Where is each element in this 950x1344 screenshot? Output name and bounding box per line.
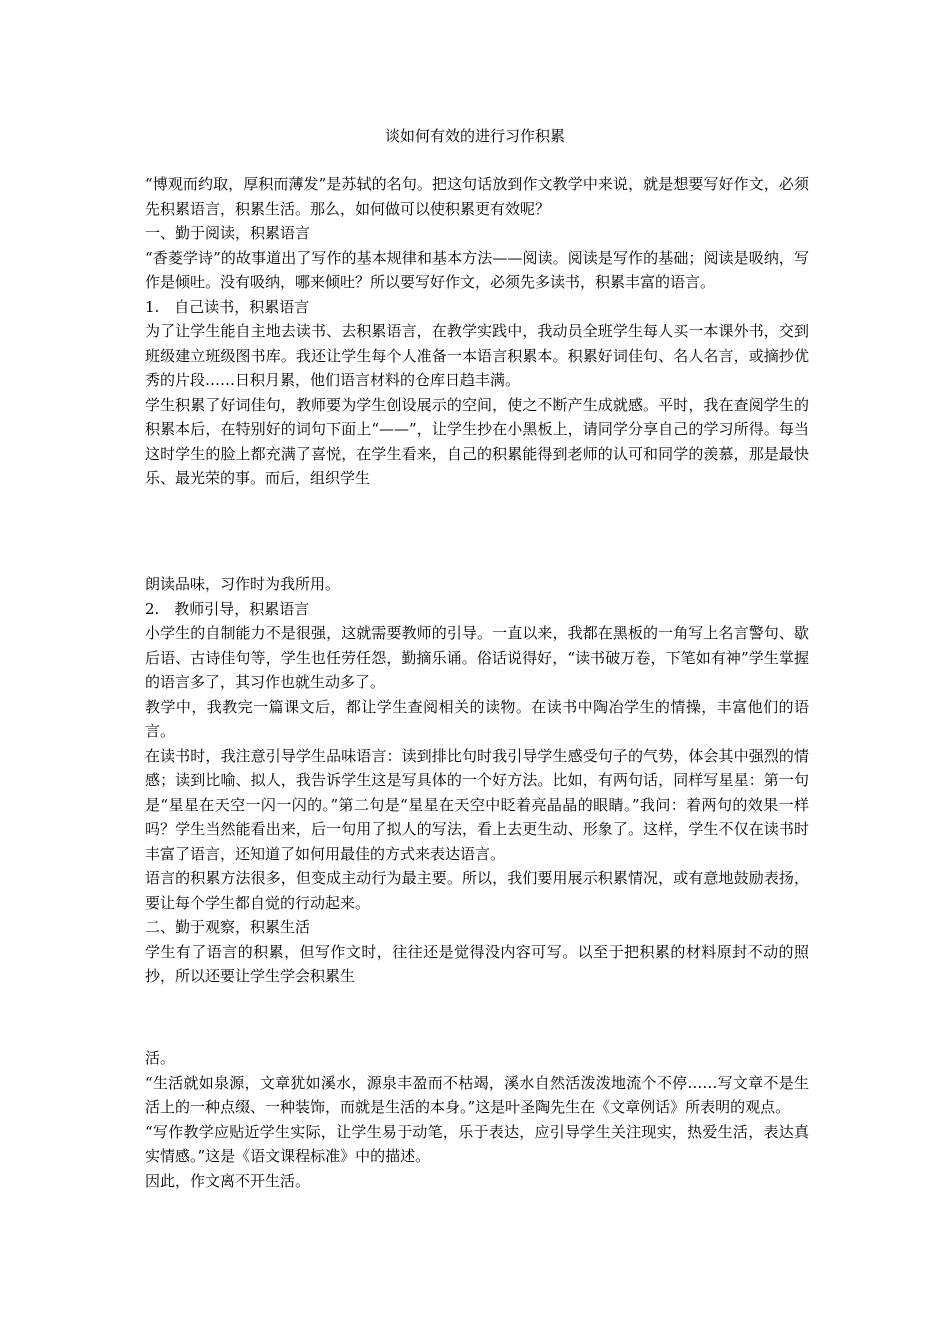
page-title: 谈如何有效的进行习作积累 xyxy=(384,127,565,145)
subsection-heading: 2. 教师引导，积累语言 xyxy=(145,599,310,618)
paragraph: 活。 xyxy=(145,1049,176,1067)
section-heading: 一、勤于阅读，积累语言 xyxy=(145,224,311,242)
subsection-heading: 1. 自己读书，积累语言 xyxy=(145,297,310,316)
paragraph: 学生积累了好词佳句，教师要为学生创设展示的空间，使之不断产生成就感。平时，我在查阅学生的积累本后，在特别好的词句下面上“——”，让学生抄在小黑板上，请同学分享自己的学习所得。每当这时学生的脸上都充满了喜悦，在学生看来，自己的积累能得到老师的认可和同学的羡慕，那是最快乐、最光荣的事。而后，组织学生 xyxy=(145,395,809,487)
text-block-2 xyxy=(145,572,809,989)
paragraph: 语言的积累方法很多，但变成主动行为最主要。所以，我们要用展示积累情况，或有意地鼓励表扬，要让每个学生都自觉的行动起来。 xyxy=(145,869,809,912)
paragraph: 教学中，我教完一篇课文后，都让学生查阅相关的读物。在读书中陶冶学生的情操，丰富他们的语言。 xyxy=(145,697,809,740)
text-block-1 xyxy=(145,172,809,491)
text-block-3 xyxy=(145,1046,809,1193)
paragraph: 因此，作文离不开生活。 xyxy=(145,1171,311,1190)
paragraph: “生活就如泉源，文章犹如溪水，源泉丰盈而不枯竭，溪水自然活泼泼地流个不停……写文章不是生活上的一种点缀、一种装饰，而就是生活的本身。”这是叶圣陶先生在《文章例话》所表明的观点。 xyxy=(145,1073,809,1116)
paragraph: 学生有了语言的积累，但写作文时，往往还是觉得没内容可写。以至于把积累的材料原封不动的照抄，所以还要让学生学会积累生 xyxy=(145,942,809,985)
paragraph: 朗读品味，习作时为我所用。 xyxy=(145,575,341,593)
paragraph: “博观而约取，厚积而薄发”是苏轼的名句。把这句话放到作文教学中来说，就是想要写好作文，必须先积累语言，积累生活。那么，如何做可以使积累更有效呢？ xyxy=(145,175,809,218)
paragraph: 小学生的自制能力不是很强，这就需要教师的引导。一直以来，我都在黑板的一角写上名言警句、歇后语、古诗佳句等，学生也任劳任怨，勤摘乐诵。俗话说得好，“读书破万卷，下笔如有神”学生掌握的语言多了，其习作也就生动多了。 xyxy=(145,624,809,691)
paragraph: “香菱学诗”的故事道出了写作的基本规律和基本方法——阅读。阅读是写作的基础；阅读是吸纳，写作是倾吐。没有吸纳，哪来倾吐？所以要写好作文，必须先多读书，积累丰富的语言。 xyxy=(145,248,809,291)
paragraph: 为了让学生能自主地去读书、去积累语言，在教学实践中，我动员全班学生每人买一本课外书，交到班级建立班级图书库。我还让学生每个人准备一本语言积累本。积累好词佳句、名人名言，或摘抄优秀的片段……日积月累，他们语言材料的仓库日趋丰满。 xyxy=(145,322,809,389)
paragraph: “写作教学应贴近学生实际，让学生易于动笔，乐于表达，应引导学生关注现实，热爱生活，表达真实情感。”这是《语文课程标准》中的描述。 xyxy=(145,1122,809,1165)
section-heading: 二、勤于观察，积累生活 xyxy=(145,918,311,936)
paragraph: 在读书时，我注意引导学生品味语言：读到排比句时我引导学生感受句子的气势，体会其中强烈的情感；读到比喻、拟人，我告诉学生这是写具体的一个好方法。比如，有两句话，同样写星星：第一句是“星星在天空一闪一闪的。”第二句是“星星在天空中眨着亮晶晶的眼睛。”我问：着两句的效果一样吗？学生当然能看出来，后一句用了拟人的写法，看上去更生动、形象了。这样，学生不仅在读书时丰富了语言，还知道了如何用最佳的方式来表达语言。 xyxy=(145,746,809,863)
